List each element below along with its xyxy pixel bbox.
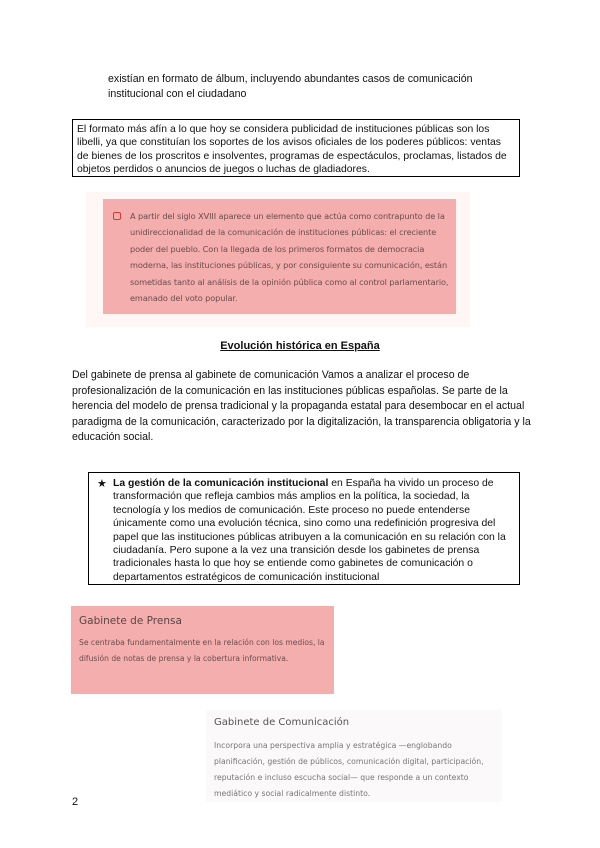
historical-note-background (103, 199, 456, 314)
gabinete-prensa-card (71, 606, 334, 694)
page-number: 2 (72, 796, 79, 808)
institutional-communication-text (113, 477, 517, 584)
gabinete-prensa-title: Gabinete de Prensa (79, 615, 182, 627)
libelli-box-text: El formato más afín a lo que hoy se considera publicidad de instituciones públicas son los libelli, ya que constituían los soportes de los avisos oficiales de los poderes públicos: ventas de bienes de los proscritos e insolventes, programas de espectáculos, proclamas, listados de objetos perdidos o anuncios de juegos o luchas de gladiadores. (77, 124, 507, 176)
gabinete-comunicacion-text: Incorpora una perspectiva amplia y estratégica —englobando planificación, gestión de públicos, comunicación digital, participación, reputación e incluso escucha social— que responde a un contexto mediático y social radicalmente distinto. (214, 741, 484, 798)
intro-paragraph: Del gabinete de prensa al gabinete de comunicación Vamos a analizar el proceso de profesionalización de la comunicación en las instituciones públicas españolas. Se parte de la herencia del modelo de prensa tradicional y la propaganda estatal para desembocar en el actual paradigma de la comunicación, caracterizado por la digitalización, la transparencia obligatoria y la educación social. (72, 369, 531, 443)
bold-lead-text: La gestión de la comunicación institucional (113, 478, 329, 489)
historical-note-callout (86, 192, 470, 327)
star-bullet-icon: ★ (97, 478, 107, 490)
historical-note-text: A partir del siglo XVIII aparece un elemento que actúa como contrapunto de la unidireccionalidad de la comunicación de instituciones públicas: el creciente poder del pueblo. Con la llegada de los primeros formatos de democracia moderna, las instituciones públicas, y por consiguiente su comunicación, están sometidas tanto al análisis de la opinión pública como al control parlamentario, emanado del voto popular. (130, 211, 449, 304)
libelli-bordered-box (72, 119, 520, 177)
institutional-communication-box (88, 472, 520, 585)
continuation-paragraph: existían en formato de álbum, incluyendo abundantes casos de comunicación institucional con el ciudadano (108, 73, 473, 100)
gabinete-comunicacion-card (206, 710, 502, 802)
note-square-icon (113, 212, 121, 220)
gabinete-prensa-text: Se centraba fundamentalmente en la relación con los medios, la difusión de notas de prensa y la cobertura informativa. (79, 638, 325, 663)
gabinete-comunicacion-title: Gabinete de Comunicación (214, 717, 350, 728)
section-heading: Evolución histórica en España (220, 340, 380, 352)
box-body-text: en España ha vivido un proceso de transformación que refleja cambios más amplios en la política, la sociedad, la tecnología y los medios de comunicación. Este proceso no puede entenderse únicamente como una evolución técnica, sino como una redefinición progresiva del papel que las instituciones públicas atribuyen a la comunicación en su relación con la ciudadanía. Pero supone a la vez una transición desde los gabinetes de prensa tradicionales hasta lo que hoy se entiende como gabinetes de comunicación o departamentos estratégicos de comunicación institucional (113, 478, 506, 583)
